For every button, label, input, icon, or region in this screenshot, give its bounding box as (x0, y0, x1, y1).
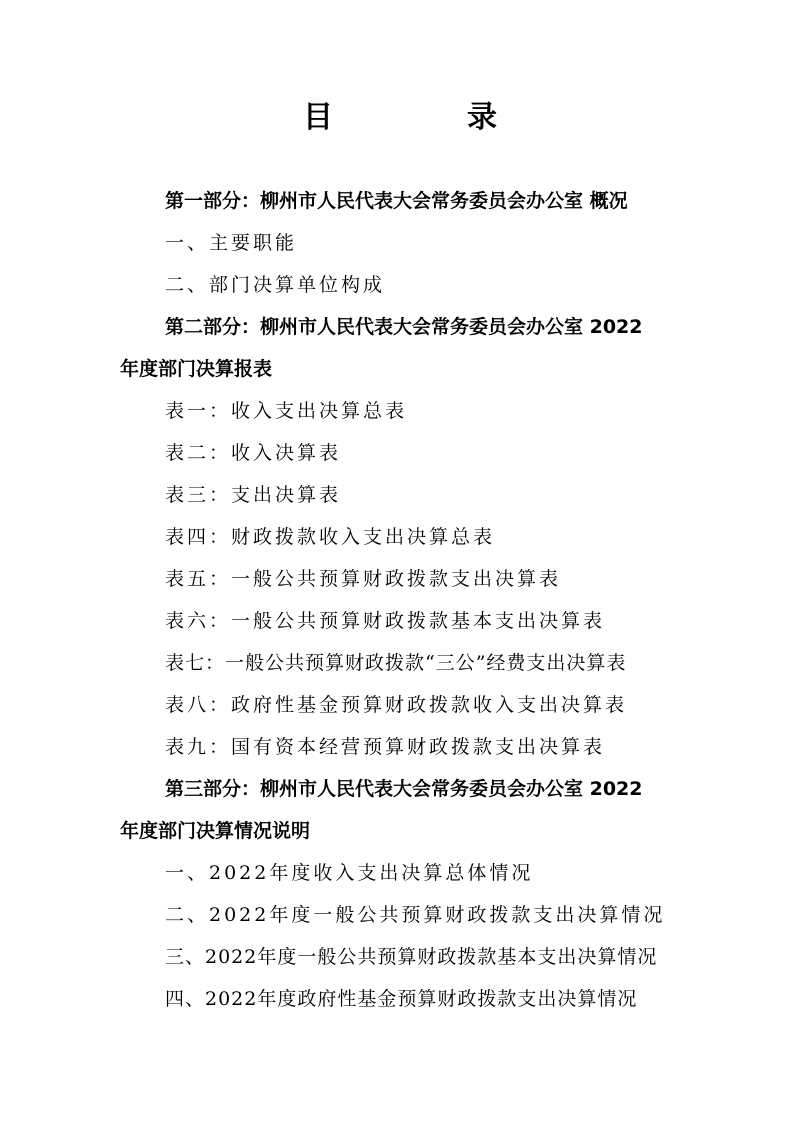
toc-item: 四、2022年度政府性基金预算财政拨款支出决算情况 (165, 988, 638, 1010)
toc-item: 表三：支出决算表 (165, 484, 342, 506)
section-1-heading: 第一部分：柳州市人民代表大会常务委员会办公室 概况 (165, 190, 628, 212)
page-title: 目 录 (303, 100, 549, 135)
toc-item: 一、主要职能 (165, 232, 298, 254)
toc-item: 表四：财政拨款收入支出决算总表 (165, 526, 496, 548)
toc-item: 三、2022年度一般公共预算财政拨款基本支出决算情况 (165, 946, 658, 968)
section-2-heading: 第二部分：柳州市人民代表大会常务委员会办公室 2022 (165, 316, 643, 338)
toc-item: 表八：政府性基金预算财政拨款收入支出决算表 (165, 694, 628, 716)
section-3-heading: 第三部分：柳州市人民代表大会常务委员会办公室 2022 (165, 778, 643, 800)
section-2-heading-cont: 年度部门决算报表 (120, 358, 273, 380)
toc-item: 表五：一般公共预算财政拨款支出决算表 (165, 568, 562, 590)
toc-item: 表七：一般公共预算财政拨款“三公”经费支出决算表 (165, 652, 627, 674)
toc-item: 表一：收入支出决算总表 (165, 400, 408, 422)
toc-item: 二、部门决算单位构成 (165, 274, 386, 296)
toc-item: 一、2022年度收入支出决算总体情况 (165, 862, 534, 884)
toc-item: 表二：收入决算表 (165, 442, 342, 464)
toc-item: 表九：国有资本经营预算财政拨款支出决算表 (165, 736, 606, 758)
section-3-heading-cont: 年度部门决算情况说明 (120, 820, 311, 842)
toc-item: 表六：一般公共预算财政拨款基本支出决算表 (165, 610, 606, 632)
toc-item: 二、2022年度一般公共预算财政拨款支出决算情况 (165, 904, 666, 926)
